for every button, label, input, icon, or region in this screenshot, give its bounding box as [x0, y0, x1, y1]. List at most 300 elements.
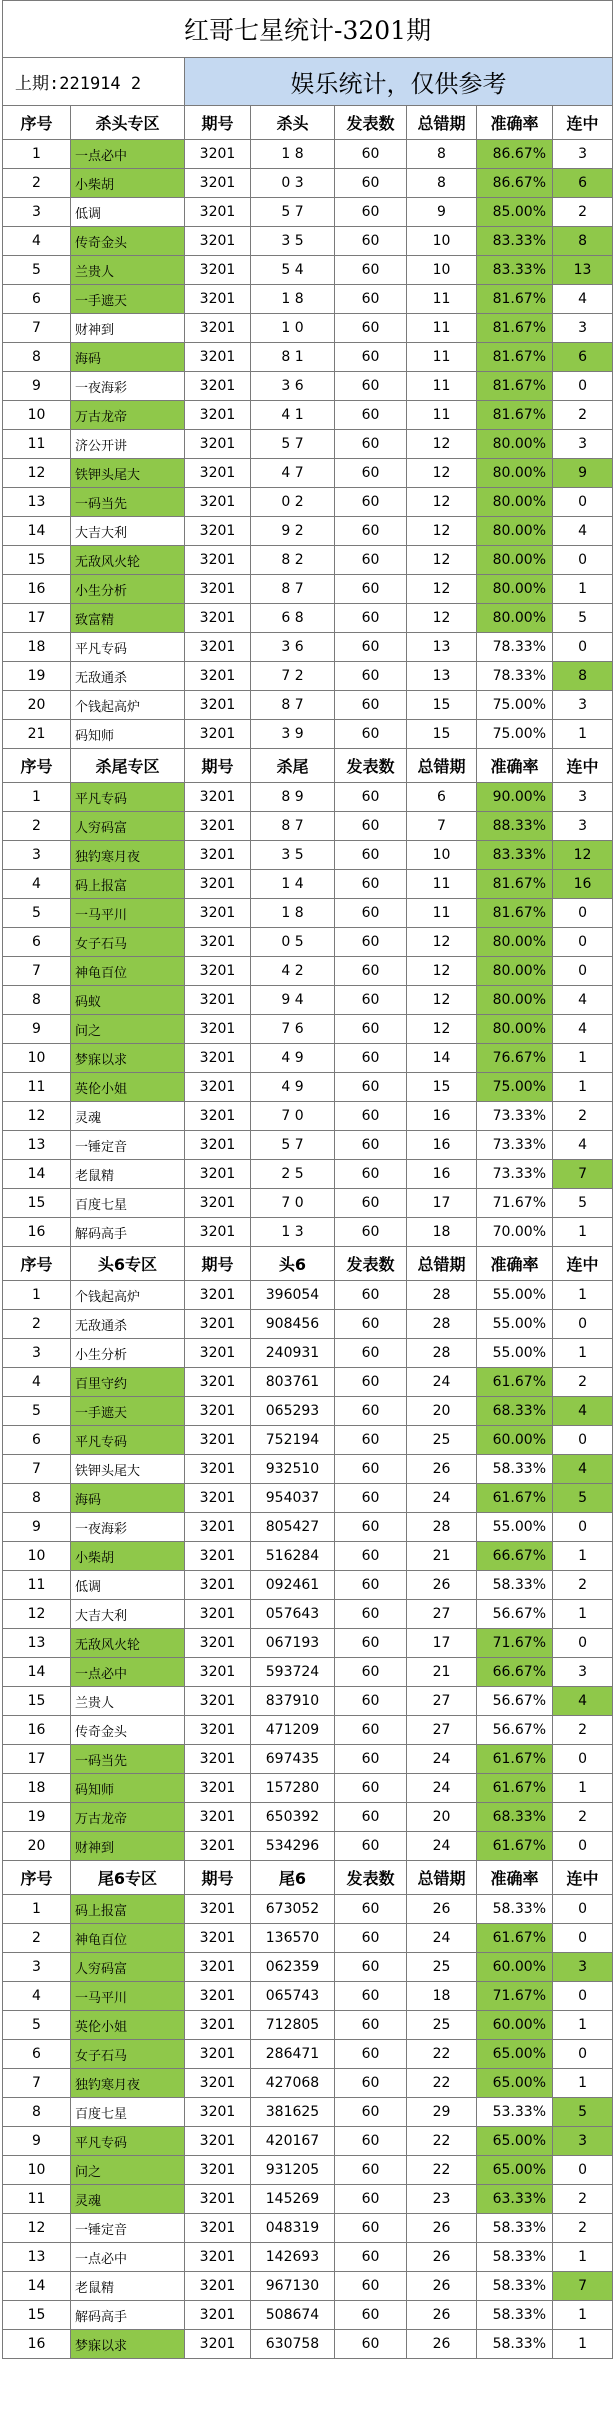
table-row: [3, 169, 613, 198]
cell-expert: 码上报富: [71, 870, 185, 899]
table-row: [3, 1484, 613, 1513]
cell-misses: 21: [407, 1542, 477, 1571]
cell-accuracy: 55.00%: [477, 1513, 553, 1542]
table-row: [3, 2127, 613, 2156]
cell-posts: 60: [335, 691, 407, 720]
cell-pick: 954037: [251, 1484, 335, 1513]
cell-posts: 60: [335, 1426, 407, 1455]
cell-misses: 15: [407, 691, 477, 720]
table-row: [3, 662, 613, 691]
table-row: [3, 1832, 613, 1861]
cell-pick: 1 3: [251, 1218, 335, 1247]
cell-accuracy: 80.00%: [477, 604, 553, 633]
cell-accuracy: 81.67%: [477, 372, 553, 401]
cell-seq: 8: [3, 1484, 71, 1513]
table-row: [3, 2272, 613, 2301]
cell-seq: 8: [3, 2098, 71, 2127]
cell-streak: 2: [553, 1571, 613, 1600]
cell-posts: 60: [335, 401, 407, 430]
cell-period: 3201: [185, 401, 251, 430]
table-row: [3, 343, 613, 372]
cell-expert: 个钱起高炉: [71, 691, 185, 720]
cell-period: 3201: [185, 1982, 251, 2011]
cell-accuracy: 66.67%: [477, 1658, 553, 1687]
column-header-streak: 连中: [553, 1861, 613, 1895]
cell-streak: 8: [553, 227, 613, 256]
cell-accuracy: 55.00%: [477, 1310, 553, 1339]
cell-misses: 13: [407, 633, 477, 662]
cell-pick: 065293: [251, 1397, 335, 1426]
cell-expert: 个钱起高炉: [71, 1281, 185, 1310]
last-period: 上期:221914 2: [3, 58, 185, 106]
cell-pick: 1 0: [251, 314, 335, 343]
cell-misses: 24: [407, 1832, 477, 1861]
cell-streak: 0: [553, 1629, 613, 1658]
cell-streak: 0: [553, 928, 613, 957]
cell-pick: 752194: [251, 1426, 335, 1455]
cell-accuracy: 61.67%: [477, 1745, 553, 1774]
cell-expert: 小生分析: [71, 1339, 185, 1368]
cell-streak: 1: [553, 1218, 613, 1247]
cell-accuracy: 73.33%: [477, 1160, 553, 1189]
cell-accuracy: 80.00%: [477, 430, 553, 459]
table-row: [3, 2156, 613, 2185]
cell-period: 3201: [185, 256, 251, 285]
cell-misses: 28: [407, 1310, 477, 1339]
cell-streak: 4: [553, 1015, 613, 1044]
cell-misses: 11: [407, 343, 477, 372]
cell-posts: 60: [335, 604, 407, 633]
cell-seq: 2: [3, 1310, 71, 1339]
cell-posts: 60: [335, 169, 407, 198]
cell-accuracy: 58.33%: [477, 2272, 553, 2301]
cell-expert: 传奇金头: [71, 227, 185, 256]
cell-accuracy: 60.00%: [477, 1953, 553, 1982]
cell-seq: 5: [3, 2011, 71, 2040]
cell-misses: 12: [407, 459, 477, 488]
cell-streak: 0: [553, 372, 613, 401]
cell-accuracy: 86.67%: [477, 140, 553, 169]
cell-streak: 4: [553, 517, 613, 546]
cell-misses: 12: [407, 928, 477, 957]
cell-expert: 一马平川: [71, 1982, 185, 2011]
cell-posts: 60: [335, 783, 407, 812]
cell-expert: 神龟百位: [71, 957, 185, 986]
cell-misses: 12: [407, 986, 477, 1015]
cell-streak: 1: [553, 1339, 613, 1368]
cell-pick: 5 7: [251, 1131, 335, 1160]
table-row: [3, 1658, 613, 1687]
cell-posts: 60: [335, 140, 407, 169]
cell-seq: 6: [3, 1426, 71, 1455]
table-row: [3, 1924, 613, 1953]
cell-expert: 梦寐以求: [71, 2330, 185, 2359]
cell-misses: 27: [407, 1716, 477, 1745]
cell-expert: 灵魂: [71, 1102, 185, 1131]
cell-pick: 630758: [251, 2330, 335, 2359]
cell-expert: 低调: [71, 198, 185, 227]
table-row: [3, 1803, 613, 1832]
cell-misses: 16: [407, 1160, 477, 1189]
table-row: [3, 372, 613, 401]
cell-expert: 一锤定音: [71, 1131, 185, 1160]
cell-pick: 3 6: [251, 372, 335, 401]
cell-streak: 5: [553, 1484, 613, 1513]
table-row: [3, 1218, 613, 1247]
cell-seq: 17: [3, 1745, 71, 1774]
cell-misses: 11: [407, 372, 477, 401]
cell-pick: 650392: [251, 1803, 335, 1832]
cell-pick: 145269: [251, 2185, 335, 2214]
cell-expert: 独钓寒月夜: [71, 841, 185, 870]
cell-period: 3201: [185, 870, 251, 899]
column-header-posts: 发表数: [335, 1861, 407, 1895]
column-header-posts: 发表数: [335, 106, 407, 140]
cell-expert: 小生分析: [71, 575, 185, 604]
column-header-misses: 总错期: [407, 106, 477, 140]
cell-expert: 无敌风火轮: [71, 1629, 185, 1658]
cell-posts: 60: [335, 1015, 407, 1044]
cell-posts: 60: [335, 459, 407, 488]
cell-posts: 60: [335, 812, 407, 841]
cell-streak: 2: [553, 1368, 613, 1397]
cell-expert: 一手遮天: [71, 285, 185, 314]
cell-seq: 16: [3, 575, 71, 604]
cell-expert: 解码高手: [71, 1218, 185, 1247]
title-row: [3, 1, 613, 58]
cell-posts: 60: [335, 1600, 407, 1629]
cell-misses: 6: [407, 783, 477, 812]
cell-expert: 万古龙帝: [71, 401, 185, 430]
cell-accuracy: 65.00%: [477, 2127, 553, 2156]
cell-pick: 837910: [251, 1687, 335, 1716]
cell-accuracy: 80.00%: [477, 459, 553, 488]
cell-expert: 梦寐以求: [71, 1044, 185, 1073]
cell-pick: 5 7: [251, 430, 335, 459]
cell-misses: 10: [407, 841, 477, 870]
cell-expert: 英伦小姐: [71, 2011, 185, 2040]
cell-posts: 60: [335, 256, 407, 285]
cell-streak: 3: [553, 2127, 613, 2156]
cell-streak: 2: [553, 1803, 613, 1832]
table-row: [3, 1542, 613, 1571]
cell-posts: 60: [335, 1102, 407, 1131]
cell-misses: 25: [407, 2011, 477, 2040]
cell-period: 3201: [185, 1953, 251, 1982]
column-header-posts: 发表数: [335, 1247, 407, 1281]
cell-misses: 17: [407, 1629, 477, 1658]
column-header-misses: 总错期: [407, 1247, 477, 1281]
table-row: [3, 285, 613, 314]
cell-expert: 一夜海彩: [71, 1513, 185, 1542]
cell-seq: 4: [3, 227, 71, 256]
cell-seq: 5: [3, 1397, 71, 1426]
cell-accuracy: 58.33%: [477, 2214, 553, 2243]
cell-period: 3201: [185, 285, 251, 314]
cell-seq: 10: [3, 401, 71, 430]
cell-expert: 小柴胡: [71, 169, 185, 198]
cell-seq: 2: [3, 812, 71, 841]
cell-pick: 092461: [251, 1571, 335, 1600]
cell-accuracy: 73.33%: [477, 1102, 553, 1131]
cell-expert: 一点必中: [71, 140, 185, 169]
cell-seq: 15: [3, 2301, 71, 2330]
table-row: [3, 604, 613, 633]
cell-period: 3201: [185, 198, 251, 227]
cell-misses: 26: [407, 2301, 477, 2330]
cell-accuracy: 80.00%: [477, 1015, 553, 1044]
table-row: [3, 1629, 613, 1658]
cell-accuracy: 68.33%: [477, 1803, 553, 1832]
cell-pick: 697435: [251, 1745, 335, 1774]
cell-misses: 26: [407, 1455, 477, 1484]
cell-posts: 60: [335, 198, 407, 227]
table-row: [3, 401, 613, 430]
cell-period: 3201: [185, 2011, 251, 2040]
column-header-accuracy: 准确率: [477, 1861, 553, 1895]
cell-seq: 16: [3, 1218, 71, 1247]
cell-streak: 1: [553, 1542, 613, 1571]
cell-seq: 21: [3, 720, 71, 749]
cell-misses: 24: [407, 1368, 477, 1397]
cell-misses: 22: [407, 2156, 477, 2185]
cell-period: 3201: [185, 1895, 251, 1924]
column-header-pick: 杀头: [251, 106, 335, 140]
cell-streak: 8: [553, 662, 613, 691]
cell-period: 3201: [185, 140, 251, 169]
table-row: [3, 314, 613, 343]
cell-seq: 9: [3, 1015, 71, 1044]
table-row: [3, 633, 613, 662]
cell-pick: 065743: [251, 1982, 335, 2011]
cell-misses: 15: [407, 1073, 477, 1102]
cell-accuracy: 58.33%: [477, 2243, 553, 2272]
cell-streak: 0: [553, 1745, 613, 1774]
cell-posts: 60: [335, 2011, 407, 2040]
cell-posts: 60: [335, 285, 407, 314]
cell-streak: 2: [553, 198, 613, 227]
cell-misses: 8: [407, 140, 477, 169]
cell-misses: 24: [407, 1484, 477, 1513]
cell-period: 3201: [185, 430, 251, 459]
cell-pick: 057643: [251, 1600, 335, 1629]
cell-period: 3201: [185, 1774, 251, 1803]
cell-pick: 7 2: [251, 662, 335, 691]
table-row: [3, 2040, 613, 2069]
cell-seq: 4: [3, 1982, 71, 2011]
cell-accuracy: 58.33%: [477, 2301, 553, 2330]
cell-expert: 平凡专码: [71, 783, 185, 812]
table-row: [3, 1073, 613, 1102]
cell-accuracy: 58.33%: [477, 1571, 553, 1600]
cell-misses: 10: [407, 256, 477, 285]
cell-posts: 60: [335, 2156, 407, 2185]
cell-period: 3201: [185, 720, 251, 749]
cell-misses: 11: [407, 899, 477, 928]
cell-seq: 13: [3, 2243, 71, 2272]
cell-posts: 60: [335, 1629, 407, 1658]
cell-seq: 9: [3, 2127, 71, 2156]
cell-seq: 15: [3, 1687, 71, 1716]
cell-streak: 1: [553, 1073, 613, 1102]
cell-pick: 1 8: [251, 899, 335, 928]
column-header-expert: 尾6专区: [71, 1861, 185, 1895]
cell-period: 3201: [185, 1102, 251, 1131]
cell-misses: 24: [407, 1774, 477, 1803]
cell-pick: 1 8: [251, 140, 335, 169]
cell-period: 3201: [185, 633, 251, 662]
cell-accuracy: 61.67%: [477, 1774, 553, 1803]
column-header-accuracy: 准确率: [477, 106, 553, 140]
cell-pick: 7 0: [251, 1189, 335, 1218]
cell-seq: 7: [3, 957, 71, 986]
cell-seq: 11: [3, 1073, 71, 1102]
cell-seq: 12: [3, 1600, 71, 1629]
cell-accuracy: 83.33%: [477, 256, 553, 285]
table-row: [3, 1600, 613, 1629]
cell-accuracy: 80.00%: [477, 986, 553, 1015]
cell-pick: 157280: [251, 1774, 335, 1803]
cell-posts: 60: [335, 1895, 407, 1924]
cell-expert: 平凡专码: [71, 633, 185, 662]
table-row: [3, 1513, 613, 1542]
cell-expert: 码知师: [71, 720, 185, 749]
cell-misses: 26: [407, 1895, 477, 1924]
cell-pick: 8 9: [251, 783, 335, 812]
cell-accuracy: 76.67%: [477, 1044, 553, 1073]
cell-streak: 2: [553, 2185, 613, 2214]
column-header-expert: 杀头专区: [71, 106, 185, 140]
cell-posts: 60: [335, 1716, 407, 1745]
stats-sheet: [2, 0, 613, 2359]
cell-period: 3201: [185, 169, 251, 198]
cell-pick: 8 7: [251, 812, 335, 841]
column-header-posts: 发表数: [335, 749, 407, 783]
cell-streak: 0: [553, 546, 613, 575]
column-header-accuracy: 准确率: [477, 749, 553, 783]
cell-expert: 无敌风火轮: [71, 546, 185, 575]
cell-pick: 3 9: [251, 720, 335, 749]
cell-seq: 14: [3, 1160, 71, 1189]
cell-streak: 4: [553, 986, 613, 1015]
cell-period: 3201: [185, 2069, 251, 2098]
cell-posts: 60: [335, 1924, 407, 1953]
cell-period: 3201: [185, 1513, 251, 1542]
cell-accuracy: 65.00%: [477, 2069, 553, 2098]
cell-expert: 百度七星: [71, 2098, 185, 2127]
cell-streak: 3: [553, 812, 613, 841]
cell-period: 3201: [185, 1745, 251, 1774]
table-row: [3, 928, 613, 957]
cell-period: 3201: [185, 899, 251, 928]
table-row: [3, 1281, 613, 1310]
column-header-pick: 杀尾: [251, 749, 335, 783]
cell-misses: 24: [407, 1924, 477, 1953]
table-row: [3, 2243, 613, 2272]
table-row: [3, 488, 613, 517]
table-row: [3, 812, 613, 841]
cell-misses: 26: [407, 2272, 477, 2301]
cell-expert: 英伦小姐: [71, 1073, 185, 1102]
cell-pick: 2 5: [251, 1160, 335, 1189]
cell-posts: 60: [335, 2040, 407, 2069]
cell-misses: 11: [407, 401, 477, 430]
cell-pick: 508674: [251, 2301, 335, 2330]
cell-pick: 396054: [251, 1281, 335, 1310]
cell-expert: 独钓寒月夜: [71, 2069, 185, 2098]
cell-expert: 灵魂: [71, 2185, 185, 2214]
cell-streak: 3: [553, 1658, 613, 1687]
cell-misses: 12: [407, 517, 477, 546]
cell-misses: 22: [407, 2127, 477, 2156]
cell-seq: 19: [3, 1803, 71, 1832]
cell-accuracy: 58.33%: [477, 1895, 553, 1924]
cell-period: 3201: [185, 1484, 251, 1513]
cell-misses: 26: [407, 2243, 477, 2272]
cell-seq: 2: [3, 1924, 71, 1953]
table-row: [3, 256, 613, 285]
table-row: [3, 517, 613, 546]
cell-pick: 381625: [251, 2098, 335, 2127]
cell-accuracy: 56.67%: [477, 1687, 553, 1716]
cell-posts: 60: [335, 1368, 407, 1397]
column-header-period: 期号: [185, 1247, 251, 1281]
table-row: [3, 2069, 613, 2098]
cell-pick: 4 2: [251, 957, 335, 986]
cell-period: 3201: [185, 227, 251, 256]
cell-posts: 60: [335, 1339, 407, 1368]
table-row: [3, 2214, 613, 2243]
cell-misses: 20: [407, 1803, 477, 1832]
cell-accuracy: 80.00%: [477, 546, 553, 575]
cell-accuracy: 86.67%: [477, 169, 553, 198]
cell-posts: 60: [335, 1073, 407, 1102]
cell-pick: 5 4: [251, 256, 335, 285]
cell-seq: 12: [3, 2214, 71, 2243]
cell-posts: 60: [335, 899, 407, 928]
cell-streak: 0: [553, 488, 613, 517]
table-row: [3, 1687, 613, 1716]
cell-streak: 0: [553, 633, 613, 662]
cell-posts: 60: [335, 2214, 407, 2243]
cell-expert: 百度七星: [71, 1189, 185, 1218]
cell-seq: 13: [3, 488, 71, 517]
cell-seq: 17: [3, 604, 71, 633]
cell-accuracy: 80.00%: [477, 488, 553, 517]
cell-misses: 13: [407, 662, 477, 691]
cell-seq: 14: [3, 1658, 71, 1687]
cell-posts: 60: [335, 662, 407, 691]
cell-posts: 60: [335, 1658, 407, 1687]
column-header-period: 期号: [185, 106, 251, 140]
cell-period: 3201: [185, 604, 251, 633]
cell-posts: 60: [335, 2127, 407, 2156]
cell-posts: 60: [335, 2069, 407, 2098]
cell-pick: 931205: [251, 2156, 335, 2185]
cell-streak: 13: [553, 256, 613, 285]
cell-misses: 18: [407, 1982, 477, 2011]
cell-streak: 0: [553, 2040, 613, 2069]
cell-misses: 25: [407, 1953, 477, 1982]
cell-expert: 码蚁: [71, 986, 185, 1015]
cell-seq: 12: [3, 1102, 71, 1131]
cell-seq: 1: [3, 783, 71, 812]
cell-streak: 7: [553, 1160, 613, 1189]
cell-misses: 16: [407, 1131, 477, 1160]
cell-period: 3201: [185, 841, 251, 870]
cell-streak: 1: [553, 1774, 613, 1803]
cell-posts: 60: [335, 546, 407, 575]
